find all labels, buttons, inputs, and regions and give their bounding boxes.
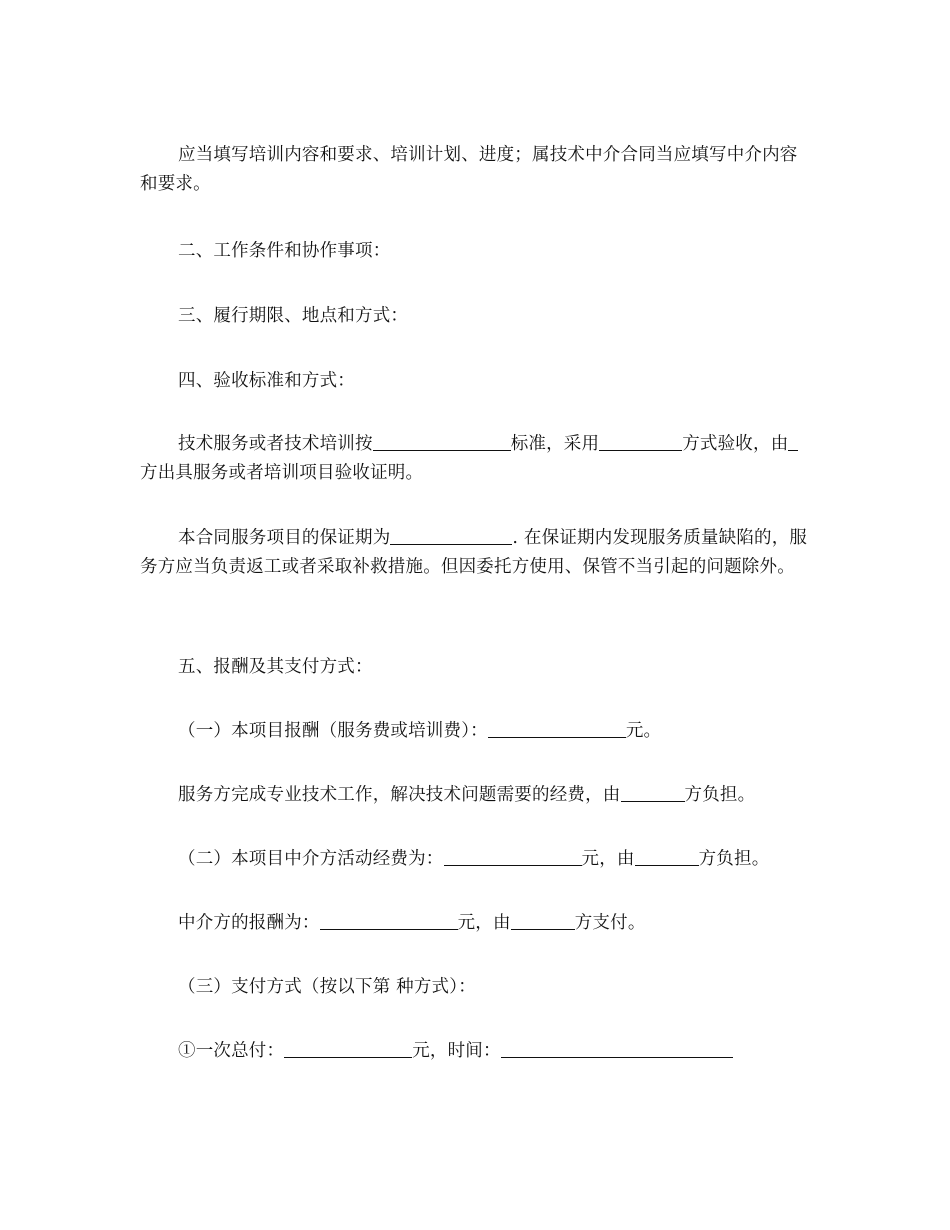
intermediary-expense-party-blank[interactable]	[635, 848, 699, 866]
item2-text: 元，由	[581, 849, 635, 869]
item2-label: （二）本项目中介方活动经费为：	[178, 849, 444, 869]
acceptance-text-4: 方出具服务或者培训项目验收证明。	[140, 463, 424, 483]
paragraph-acceptance	[140, 430, 812, 488]
expense-text: 服务方完成专业技术工作，解决技术问题需要的经费，由	[178, 785, 621, 805]
acceptance-text-3: 方式验收，由	[682, 434, 789, 454]
heading-performance-period: 三、履行期限、地点和方式：	[178, 306, 409, 326]
heading-remuneration: 五、报酬及其支付方式：	[178, 657, 373, 677]
expense-party-blank[interactable]	[621, 784, 685, 802]
paragraph-warranty	[140, 524, 812, 582]
fee-text-end: 方支付。	[574, 913, 646, 933]
intermediary-fee-blank[interactable]	[320, 912, 458, 930]
expense-text-end: 方负担。	[684, 785, 756, 805]
fee-label: 中介方的报酬为：	[178, 913, 320, 933]
heading-work-conditions: 二、工作条件和协作事项：	[178, 241, 391, 261]
remuneration-amount-blank[interactable]	[488, 720, 626, 738]
standard-blank[interactable]	[373, 433, 511, 451]
item-remuneration-amount	[178, 717, 661, 746]
warranty-period-blank[interactable]	[390, 527, 512, 545]
lump-sum-label: ①一次总付：	[178, 1041, 285, 1061]
lump-sum-time-blank[interactable]	[501, 1040, 733, 1058]
fee-text: 元，由	[457, 913, 511, 933]
warranty-text-1: 本合同服务项目的保证期为	[178, 528, 391, 548]
item-lump-sum-payment	[178, 1037, 733, 1066]
item-intermediary-expense	[178, 845, 769, 874]
lump-sum-amount-blank[interactable]	[284, 1040, 412, 1058]
warranty-text-2: . 在保证期内发现服务质量缺陷的，服务方应当负责返工或者采取补救措施。但因委托方使用、保管不当引起的问题除外。	[140, 528, 808, 577]
intermediary-fee-party-blank[interactable]	[511, 912, 575, 930]
intermediary-expense-blank[interactable]	[444, 848, 582, 866]
item-intermediary-fee	[178, 909, 646, 938]
item1-label: （一）本项目报酬（服务费或培训费）：	[178, 721, 488, 741]
item-payment-method: （三）支付方式（按以下第 种方式）：	[178, 977, 476, 997]
item1-unit: 元。	[625, 721, 662, 741]
paragraph-text: 应当填写培训内容和要求、培训计划、进度；属技术中介合同当应填写中介内容和要求。	[140, 145, 798, 194]
item-expense-bearer	[178, 781, 755, 810]
party-blank[interactable]	[788, 433, 798, 451]
acceptance-text-2: 标准，采用	[510, 434, 600, 454]
lump-sum-time-label: 元，时间：	[412, 1041, 501, 1061]
heading-acceptance: 四、验收标准和方式：	[178, 371, 355, 391]
paragraph-training-content	[140, 141, 812, 199]
method-blank[interactable]	[599, 433, 682, 451]
item2-text-end: 方负担。	[698, 849, 770, 869]
acceptance-text-1: 技术服务或者技术培训按	[178, 434, 373, 454]
